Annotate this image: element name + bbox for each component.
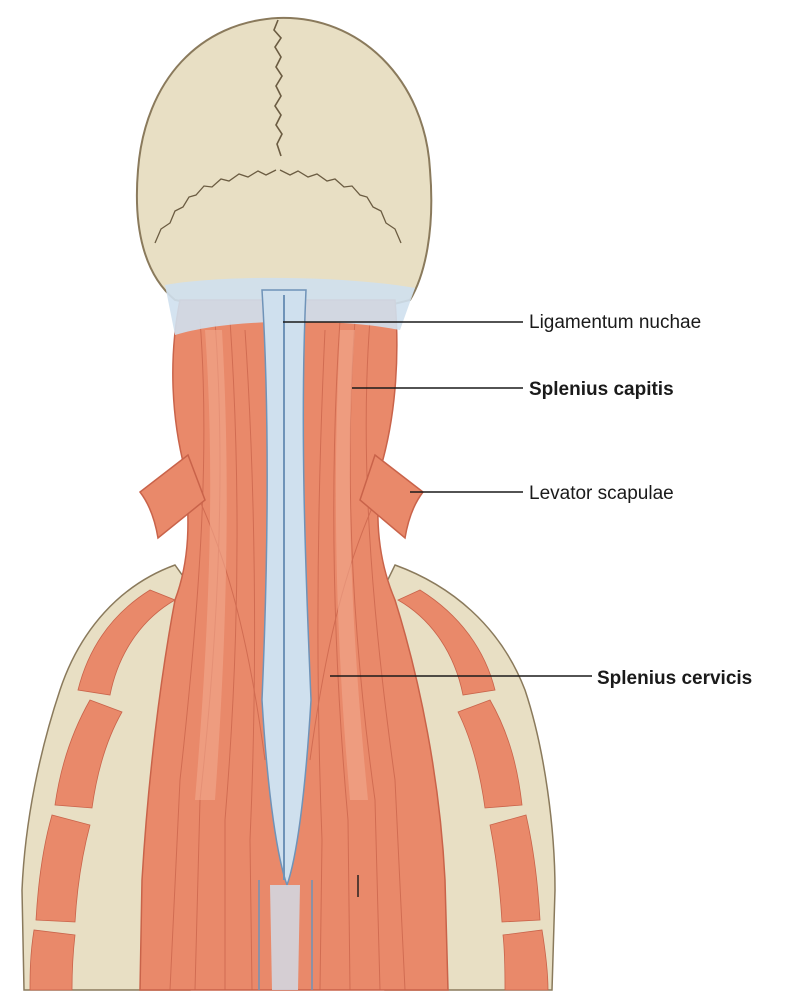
skull-shape [137,18,431,305]
label-ligamentum-nuchae: Ligamentum nuchae [529,312,702,333]
label-levator-scapulae: Levator scapulae [529,483,674,504]
skull [137,18,431,305]
label-splenius-cervicis: Splenius cervicis [597,668,753,689]
label-splenius-capitis: Splenius capitis [529,379,674,400]
